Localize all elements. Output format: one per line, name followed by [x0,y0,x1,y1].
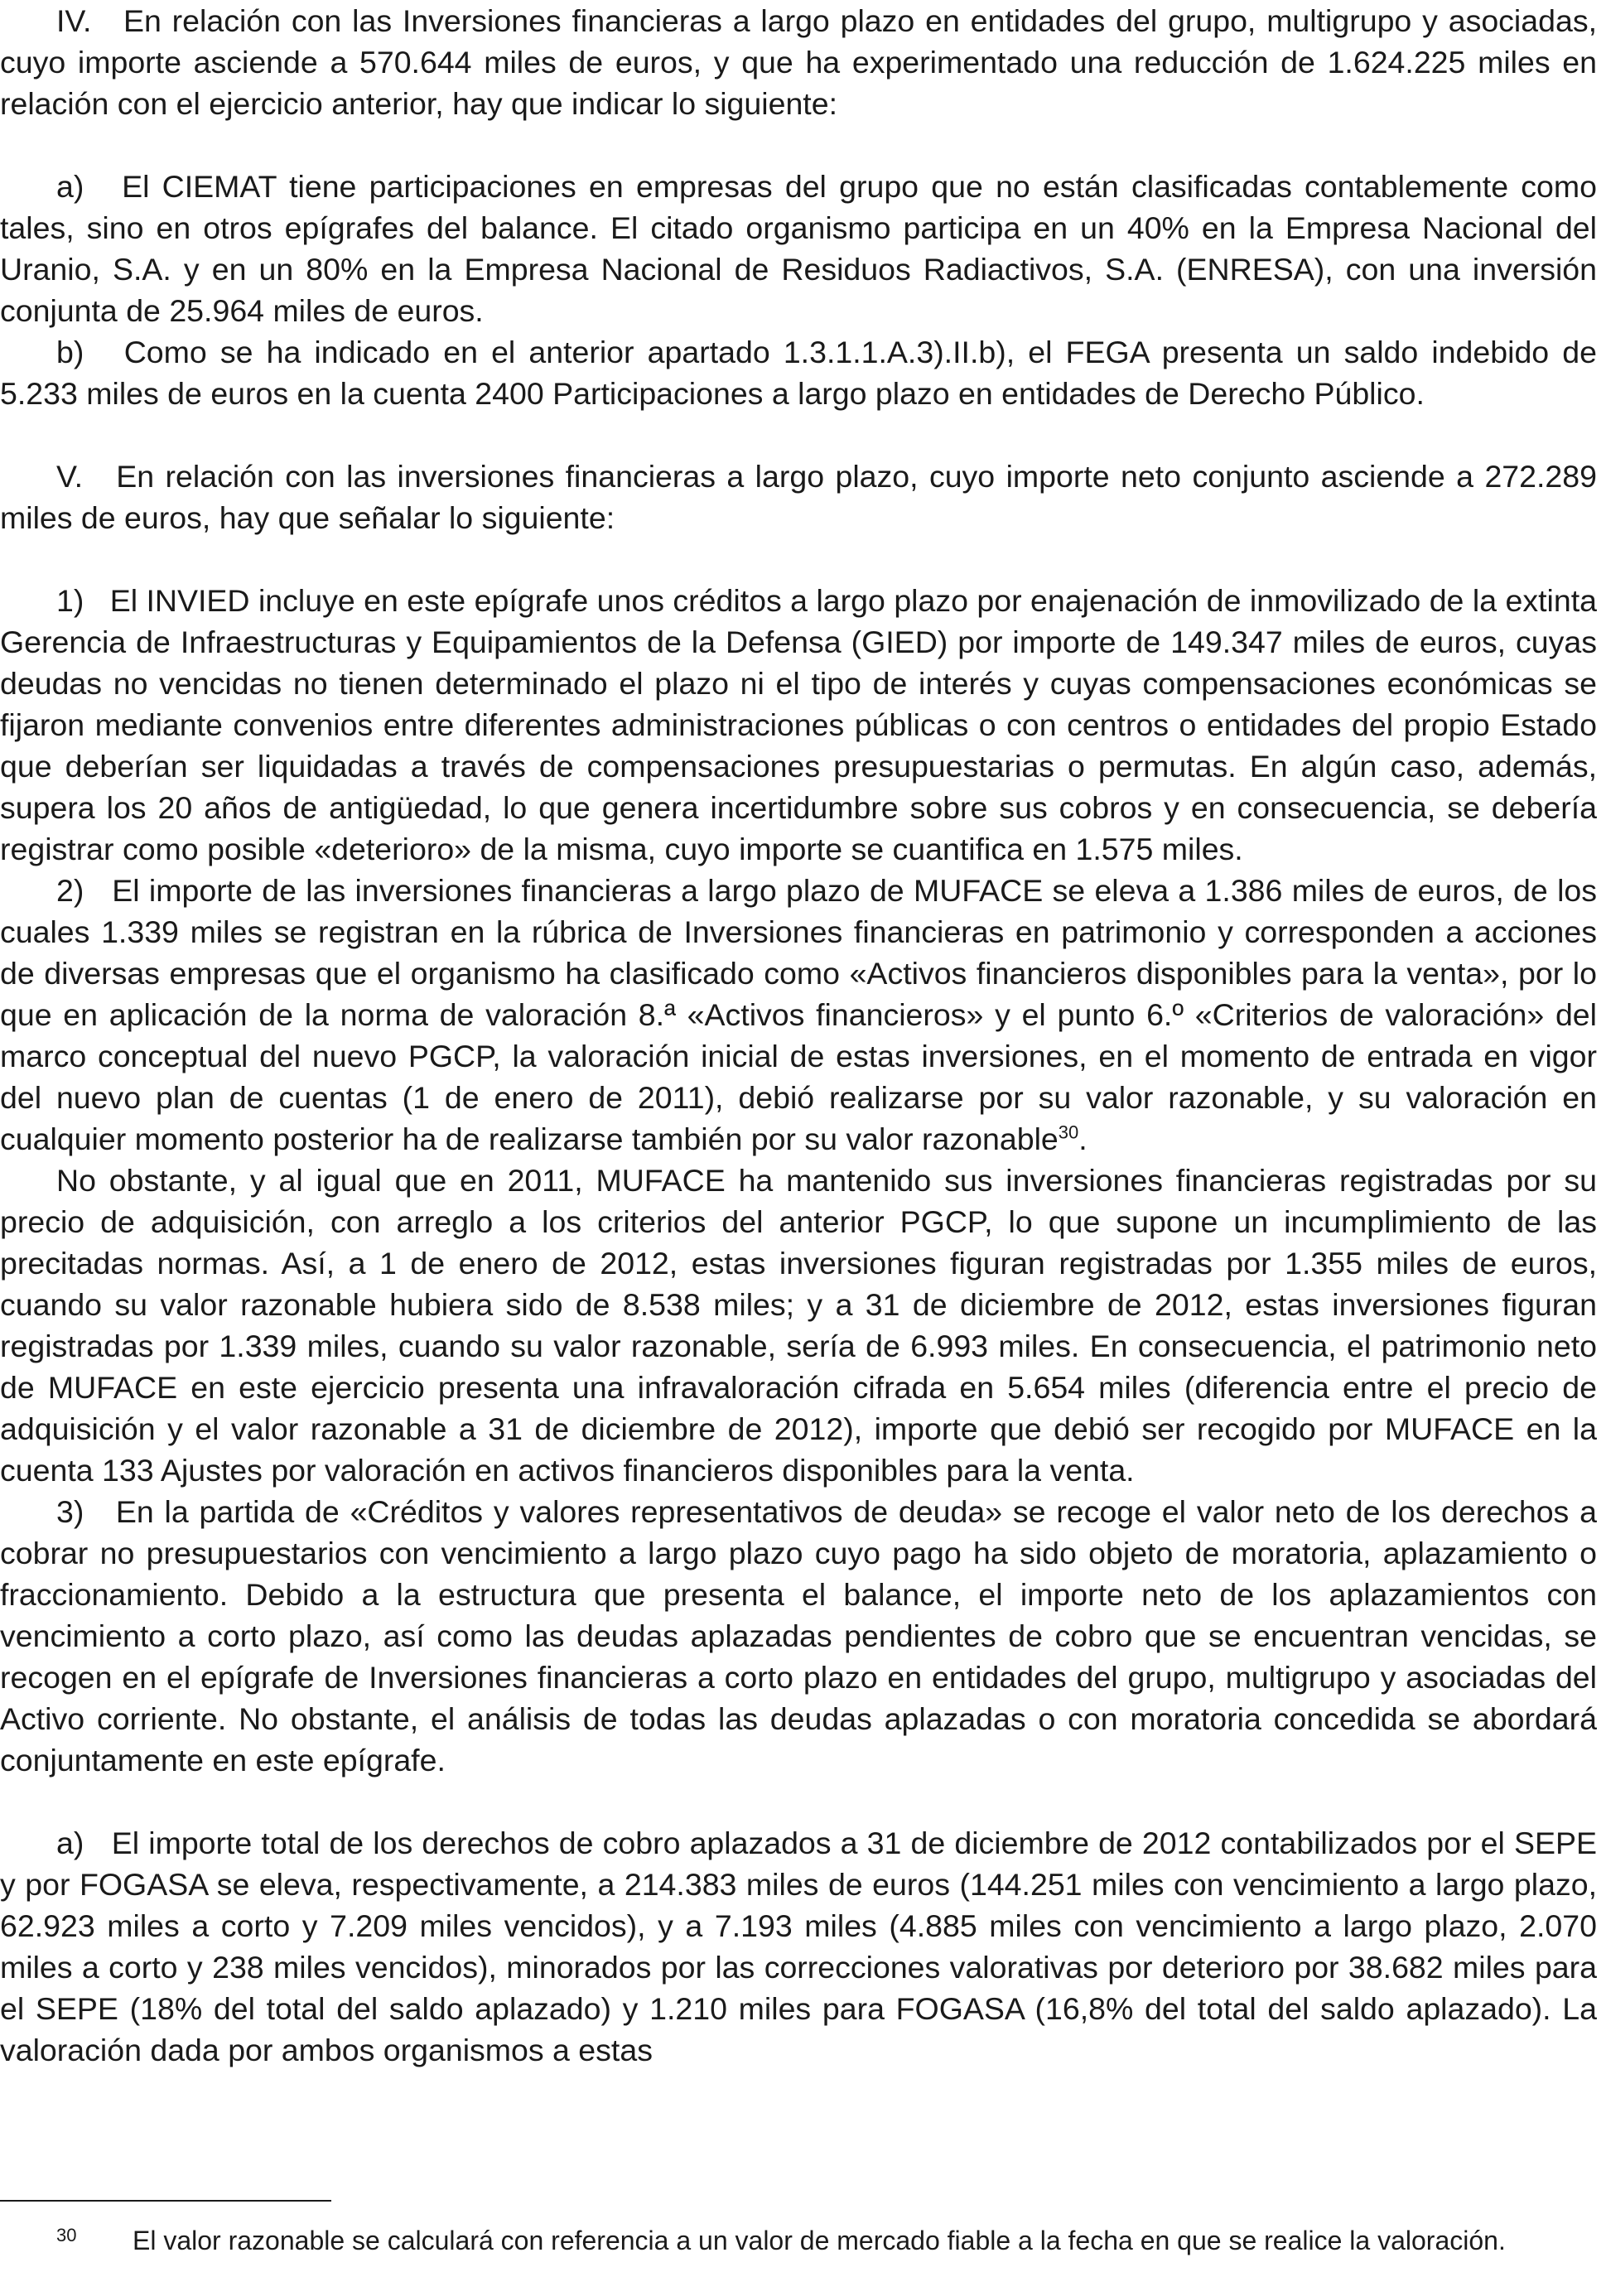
paragraph-marker: a) [56,1826,84,1860]
paragraph-iv [0,0,1597,124]
paragraph-text: El importe de las inversiones financieras a largo plazo de MUFACE se eleva a 1.386 miles de euros, de los cuales 1.339 miles se registran en la rúbrica de Inversiones financieras en patrimonio y corresponden a acciones de diversas empresas que el organismo ha clasificado como «Activos financieros disponibles para la venta», por lo que en aplicación de la norma de valoración 8.ª «Activos financieros» y el punto 6.º «Criterios de valoración» del marco conceptual del nuevo PGCP, la valoración inicial de estas inversiones, en el momento de entrada en vigor del nuevo plan de cuentas (1 de enero de 2011), debió realizarse por su valor razonable, y su valoración en cualquier momento posterior ha de realizarse también por su valor razonable [0,873,1598,1156]
paragraph-v-2-continued [0,1160,1597,1491]
paragraph-text: No obstante, y al igual que en 2011, MUFACE ha mantenido sus inversiones financieras registradas por su precio de adquisición, con arreglo a los criterios del anterior PGCP, lo que supone un incumplimiento de las precitadas normas. Así, a 1 de enero de 2012, estas inversiones figuran registradas por 1.355 miles de euros, cuando su valor razonable hubiera sido de 8.538 miles; y a 31 de diciembre de 2012, estas inversiones figuran registradas por 1.339 miles, cuando su valor razonable, sería de 6.993 miles. En consecuencia, el patrimonio neto de MUFACE en este ejercicio presenta una infravaloración cifrada en 5.654 miles (diferencia entre el precio de adquisición y el valor razonable a 31 de diciembre de 2012), importe que debió ser recogido por MUFACE en la cuenta 133 Ajustes por valoración en activos financieros disponibles para la venta. [0,1163,1597,1488]
paragraph-marker: 3) [56,1494,84,1529]
footnote [0,2217,1597,2259]
paragraph-text: En la partida de «Créditos y valores representativos de deuda» se recoge el valor neto de los derechos a cobrar no presupuestarios con vencimiento a largo plazo cuyo pago ha sido objeto de moratoria, aplazamiento o fraccionamiento. Debido a la estructura que presenta el balance, el importe neto de los aplazamientos con vencimiento a corto plazo, así como las deudas aplazadas pendientes de cobro que se encuentran vencidas, se recogen en el epígrafe de Inversiones financieras a corto plazo en entidades del grupo, multigrupo y asociadas del Activo corriente. No obstante, el análisis de todas las deudas aplazadas o con moratoria concedida se abordará conjuntamente en este epígrafe. [0,1494,1597,1777]
paragraph-v-2 [0,870,1597,1160]
paragraph-marker: a) [56,169,84,204]
paragraph-marker: V. [56,459,83,494]
paragraph-iv-b [0,331,1597,414]
paragraph-v-1 [0,580,1597,870]
paragraph-marker: b) [56,335,84,369]
paragraph-tail: . [1078,1121,1088,1156]
paragraph-v-3 [0,1491,1597,1781]
paragraph-v-3-a [0,1822,1597,2071]
paragraph-marker: IV. [56,3,92,38]
paragraph-text: En relación con las inversiones financieras a largo plazo, cuyo importe neto conjunto asciende a 272.289 miles de euros, hay que señalar lo siguiente: [0,459,1597,535]
footnote-number: 30 [56,2225,77,2245]
paragraph-marker: 1) [56,583,84,618]
paragraph-v [0,456,1597,538]
paragraph-text: El CIEMAT tiene participaciones en empresas del grupo que no están clasificadas contablemente como tales, sino en otros epígrafes del balance. El citado organismo participa en un 40% en la Empresa Nacional del Uranio, S.A. y en un 80% en la Empresa Nacional de Residuos Radiactivos, S.A. (ENRESA), con una inversión conjunta de 25.964 miles de euros. [0,169,1597,328]
footnote-reference[interactable]: 30 [1058,1121,1079,1143]
paragraph-text: El INVIED incluye en este epígrafe unos créditos a largo plazo por enajenación de inmovilizado de la extinta Gerencia de Infraestructuras y Equipamientos de la Defensa (GIED) por importe de 149.347 miles de euros, cuyas deudas no vencidas no tienen determinado el plazo ni el tipo de interés y cuyas compensaciones económicas se fijaron mediante convenios entre diferentes administraciones públicas o con centros o entidades del propio Estado que deberían ser liquidadas a través de compensaciones presupuestarias o permutas. En algún caso, además, supera los 20 años de antigüedad, lo que genera incertidumbre sobre sus cobros y en consecuencia, se debería registrar como posible «deterioro» de la misma, cuyo importe se cuantifica en 1.575 miles. [0,583,1597,866]
paragraph-text: En relación con las Inversiones financieras a largo plazo en entidades del grupo, multigrupo y asociadas, cuyo importe asciende a 570.644 miles de euros, y que ha experimentado una reducción de 1.624.225 miles en relación con el ejercicio anterior, hay que indicar lo siguiente: [0,3,1597,121]
footnote-divider [0,2200,331,2202]
paragraph-text: El importe total de los derechos de cobro aplazados a 31 de diciembre de 2012 contabilizados por el SEPE y por FOGASA se eleva, respectivamente, a 214.383 miles de euros (144.251 miles con vencimiento a largo plazo, 62.923 miles a corto y 7.209 miles vencidos), y a 7.193 miles (4.885 miles con vencimiento a largo plazo, 2.070 miles a corto y 238 miles vencidos), minorados por las correcciones valorativas por deterioro por 38.682 miles para el SEPE (18% del total del saldo aplazado) y 1.210 miles para FOGASA (16,8% del total del saldo aplazado). La valoración dada por ambos organismos a estas [0,1826,1597,2067]
paragraph-marker: 2) [56,873,84,908]
paragraph-iv-a [0,166,1597,331]
paragraph-text: Como se ha indicado en el anterior apartado 1.3.1.1.A.3).II.b), el FEGA presenta un saldo indebido de 5.233 miles de euros en la cuenta 2400 Participaciones a largo plazo en entidades de Derecho Público. [0,335,1597,411]
footnote-text: El valor razonable se calculará con referencia a un valor de mercado fiable a la fecha en que se realice la valoración. [133,2226,1506,2255]
